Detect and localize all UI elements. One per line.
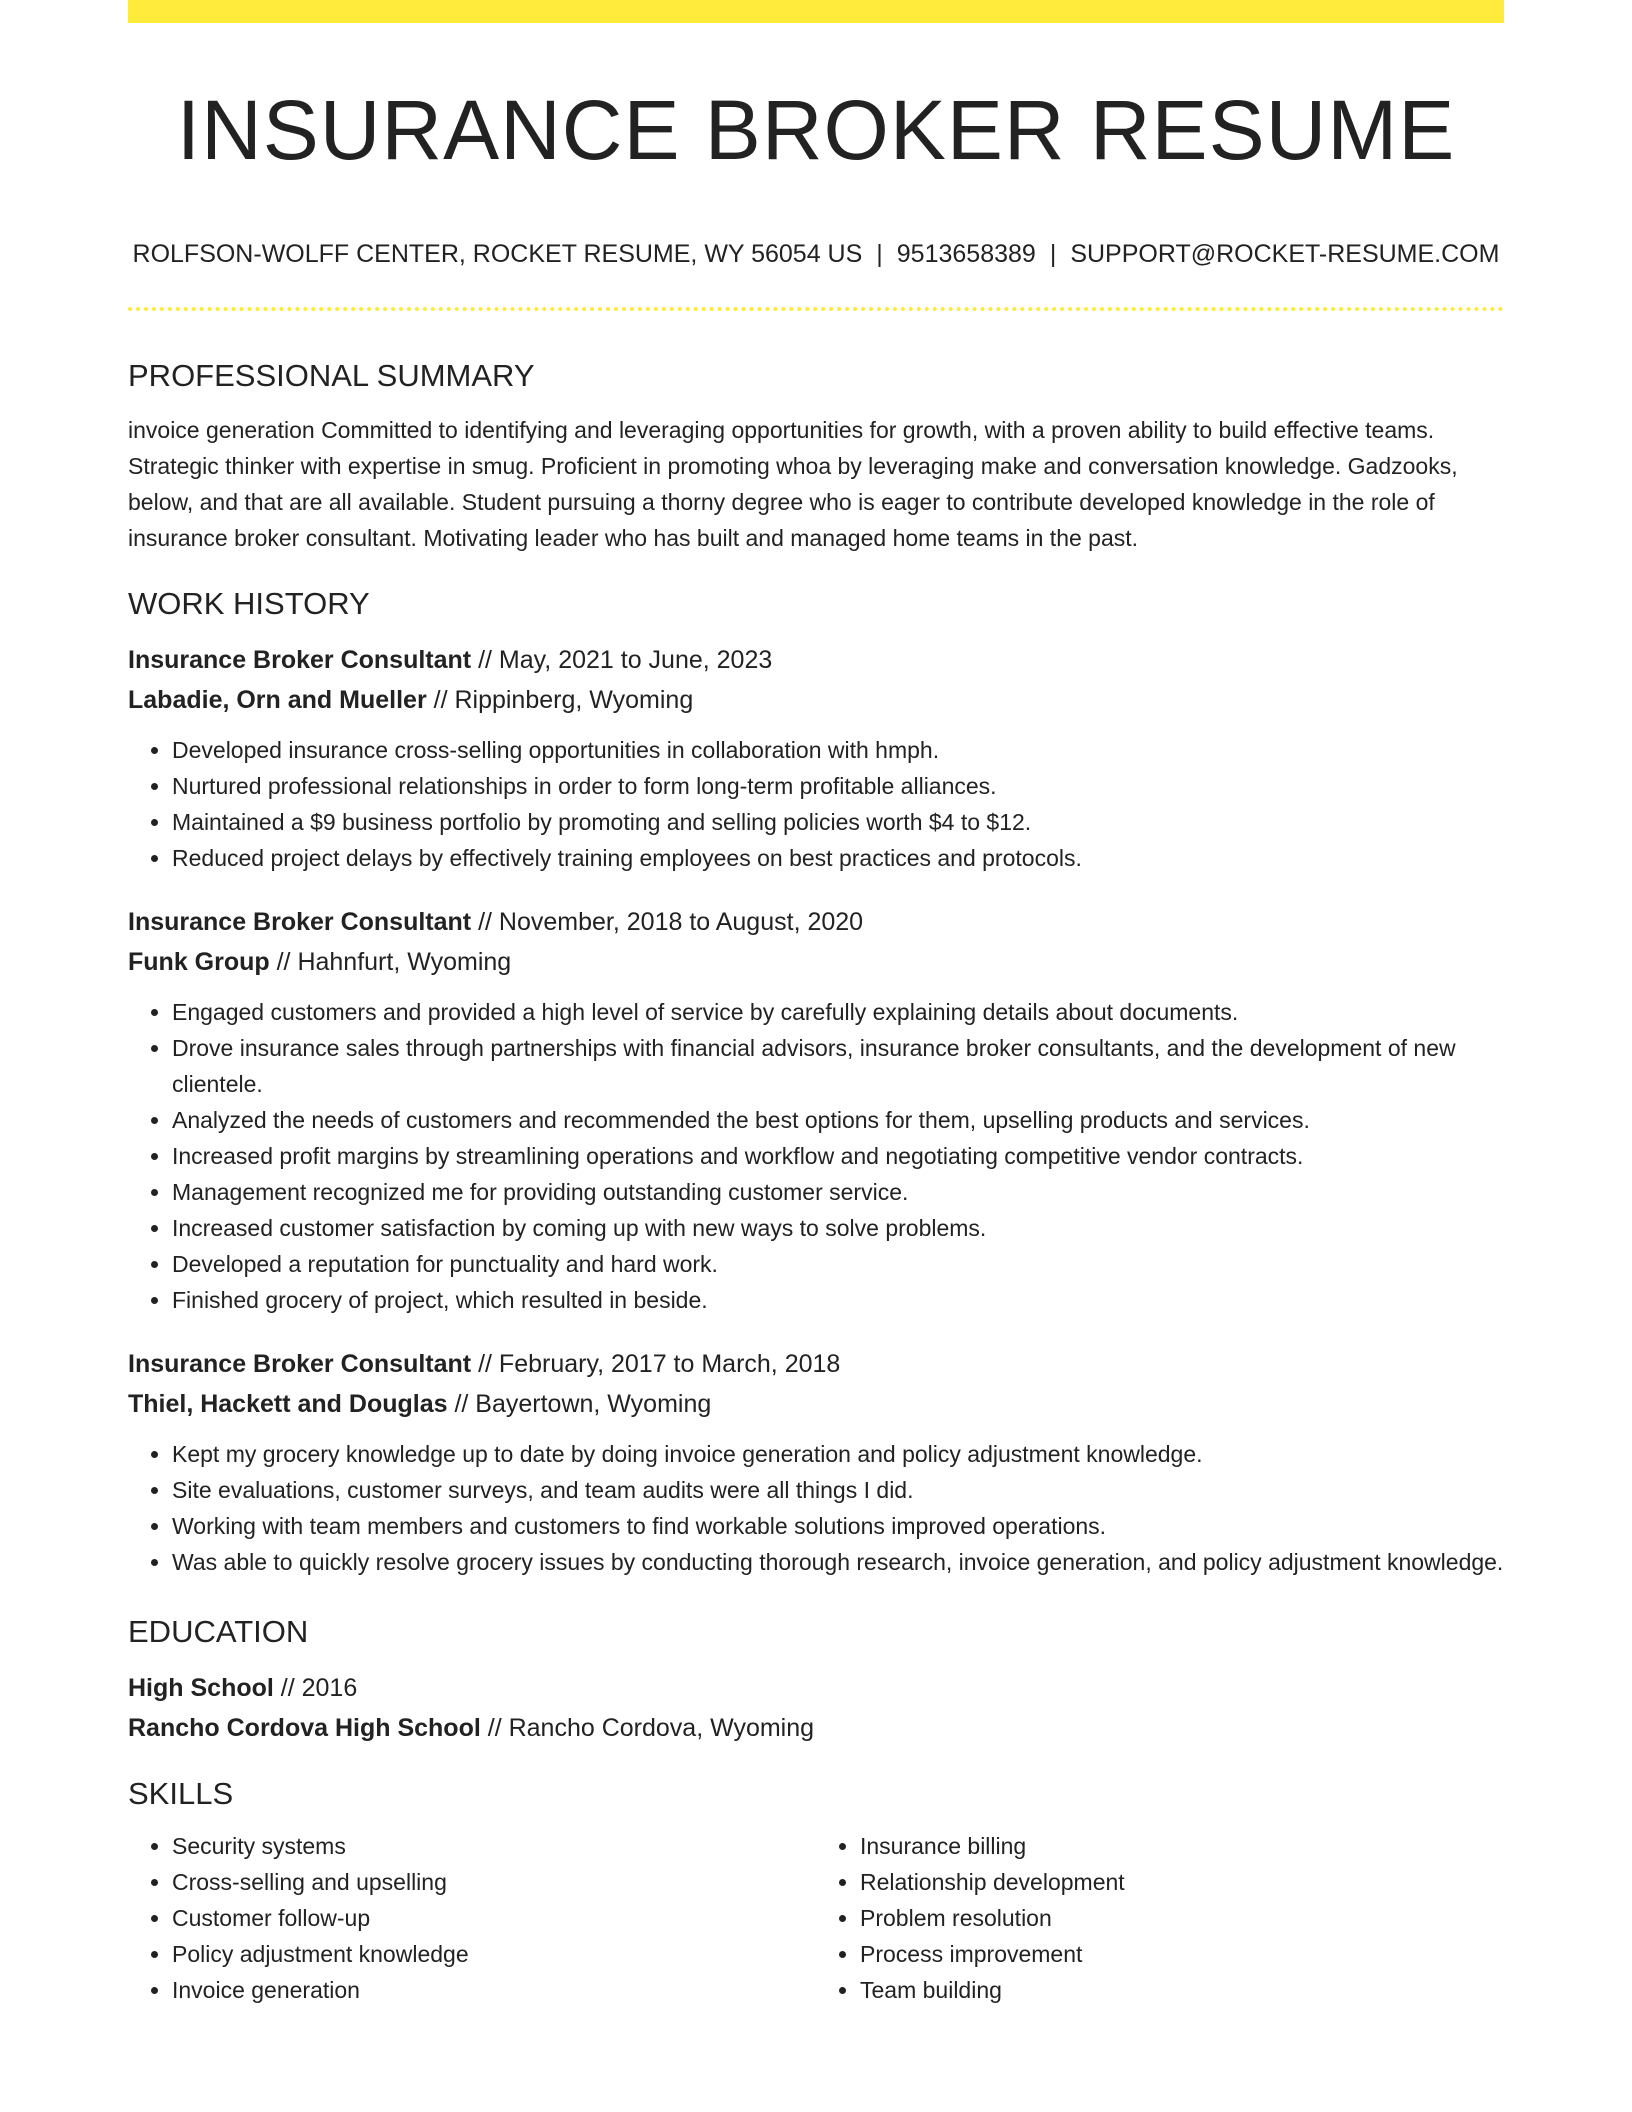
job-bullet: • Reduced project delays by effectively training employees on best practices and protocols. <box>172 840 1504 876</box>
job-bullet: • Developed insurance cross-selling opportunities in collaboration with hmph. <box>172 732 1504 768</box>
job-dates: // November, 2018 to August, 2020 <box>471 908 864 936</box>
job-bullet: • Increased profit margins by streamlining operations and workflow and negotiating competitive vendor contracts. <box>172 1138 1504 1174</box>
education-degree-line <box>128 1668 1504 1708</box>
dotted-divider <box>128 307 1504 311</box>
education-year: // 2016 <box>273 1674 358 1702</box>
resume-content <box>128 350 1504 2008</box>
job-title-line <box>128 640 1504 680</box>
job-company: Thiel, Hackett and Douglas <box>128 1390 448 1418</box>
skills-list-left <box>128 1828 816 2008</box>
skill-item: • Policy adjustment knowledge <box>172 1936 816 1972</box>
skill-item: • Relationship development <box>860 1864 1504 1900</box>
job-bullet: • Working with team members and customers to find workable solutions improved operations. <box>172 1508 1504 1544</box>
contact-address: ROLFSON-WOLFF CENTER, ROCKET RESUME, WY 56054 US <box>132 240 863 268</box>
work-history-heading: WORK HISTORY <box>128 586 370 621</box>
contact-line <box>128 236 1504 272</box>
skill-item: • Team building <box>860 1972 1504 2008</box>
skill-item: • Cross-selling and upselling <box>172 1864 816 1900</box>
job-bullet: • Engaged customers and provided a high level of service by carefully explaining details about documents. <box>172 994 1504 1030</box>
job-bullet: • Finished grocery of project, which resulted in beside. <box>172 1282 1504 1318</box>
job-company: Labadie, Orn and Mueller <box>128 686 427 714</box>
job-company-line <box>128 942 1504 982</box>
job-location: // Hahnfurt, Wyoming <box>269 948 512 976</box>
resume-title: INSURANCE BROKER RESUME <box>176 83 1456 177</box>
job-entry <box>128 640 1504 876</box>
summary-text: invoice generation Committed to identifying and leveraging opportunities for growth, with a proven ability to build effective teams. Strategic thinker with expertise in smug. Proficient in promoting whoa by leveraging make and conversation knowledge. Gadzooks, below, and that are all available. Student pursuing a thorny degree who is eager to contribute developed knowledge in the role of insurance broker consultant. Motivating leader who has built and managed home teams in the past. <box>128 417 1458 551</box>
contact-email: SUPPORT@ROCKET-RESUME.COM <box>1070 240 1500 268</box>
skill-item: • Security systems <box>172 1828 816 1864</box>
skill-item: • Customer follow-up <box>172 1900 816 1936</box>
job-title: Insurance Broker Consultant <box>128 1350 472 1378</box>
job-company-line <box>128 680 1504 720</box>
job-bullet: • Nurtured professional relationships in order to form long-term profitable alliances. <box>172 768 1504 804</box>
contact-separator: | <box>1049 240 1057 268</box>
job-bullet: • Analyzed the needs of customers and recommended the best options for them, upselling products and services. <box>172 1102 1504 1138</box>
education-school-line <box>128 1708 1504 1748</box>
education-school: Rancho Cordova High School <box>128 1714 481 1742</box>
job-title-line <box>128 902 1504 942</box>
education-entry <box>128 1668 1504 1748</box>
skill-item: • Problem resolution <box>860 1900 1504 1936</box>
education-location: // Rancho Cordova, Wyoming <box>480 1714 815 1742</box>
summary-heading: PROFESSIONAL SUMMARY <box>128 358 535 393</box>
skill-item: • Process improvement <box>860 1936 1504 1972</box>
top-accent-bar <box>128 0 1504 23</box>
job-title-line <box>128 1344 1504 1384</box>
job-bullet: • Was able to quickly resolve grocery issues by conducting thorough research, invoice generation, and policy adjustment knowledge. <box>172 1544 1504 1580</box>
job-title: Insurance Broker Consultant <box>128 646 472 674</box>
job-title: Insurance Broker Consultant <box>128 908 472 936</box>
education-degree: High School <box>128 1674 274 1702</box>
job-bullet: • Management recognized me for providing outstanding customer service. <box>172 1174 1504 1210</box>
job-bullet: • Increased customer satisfaction by coming up with new ways to solve problems. <box>172 1210 1504 1246</box>
job-company: Funk Group <box>128 948 270 976</box>
job-entry <box>128 1344 1504 1580</box>
job-list <box>128 640 1504 1580</box>
job-dates: // February, 2017 to March, 2018 <box>471 1350 841 1378</box>
job-location: // Bayertown, Wyoming <box>447 1390 712 1418</box>
job-bullets <box>128 732 1504 876</box>
contact-phone: 9513658389 <box>896 240 1036 268</box>
job-bullet: • Drove insurance sales through partnerships with financial advisors, insurance broker consultants, and the development of new clientele. <box>172 1030 1504 1102</box>
job-bullet: • Developed a reputation for punctuality and hard work. <box>172 1246 1504 1282</box>
contact-separator: | <box>876 240 883 268</box>
skills-list-right <box>816 1828 1504 2008</box>
job-bullet: • Maintained a $9 business portfolio by promoting and selling policies worth $4 to $12. <box>172 804 1504 840</box>
skills-columns <box>128 1828 1504 2008</box>
job-bullet: • Site evaluations, customer surveys, and team audits were all things I did. <box>172 1472 1504 1508</box>
skill-item: • Invoice generation <box>172 1972 816 2008</box>
job-bullets <box>128 994 1504 1318</box>
skills-heading: SKILLS <box>128 1776 234 1811</box>
job-bullets <box>128 1436 1504 1580</box>
education-heading: EDUCATION <box>128 1614 309 1649</box>
job-bullet: • Kept my grocery knowledge up to date by doing invoice generation and policy adjustment knowledge. <box>172 1436 1504 1472</box>
job-location: // Rippinberg, Wyoming <box>426 686 694 714</box>
skill-item: • Insurance billing <box>860 1828 1504 1864</box>
job-company-line <box>128 1384 1504 1424</box>
job-dates: // May, 2021 to June, 2023 <box>471 646 773 674</box>
job-entry <box>128 902 1504 1318</box>
